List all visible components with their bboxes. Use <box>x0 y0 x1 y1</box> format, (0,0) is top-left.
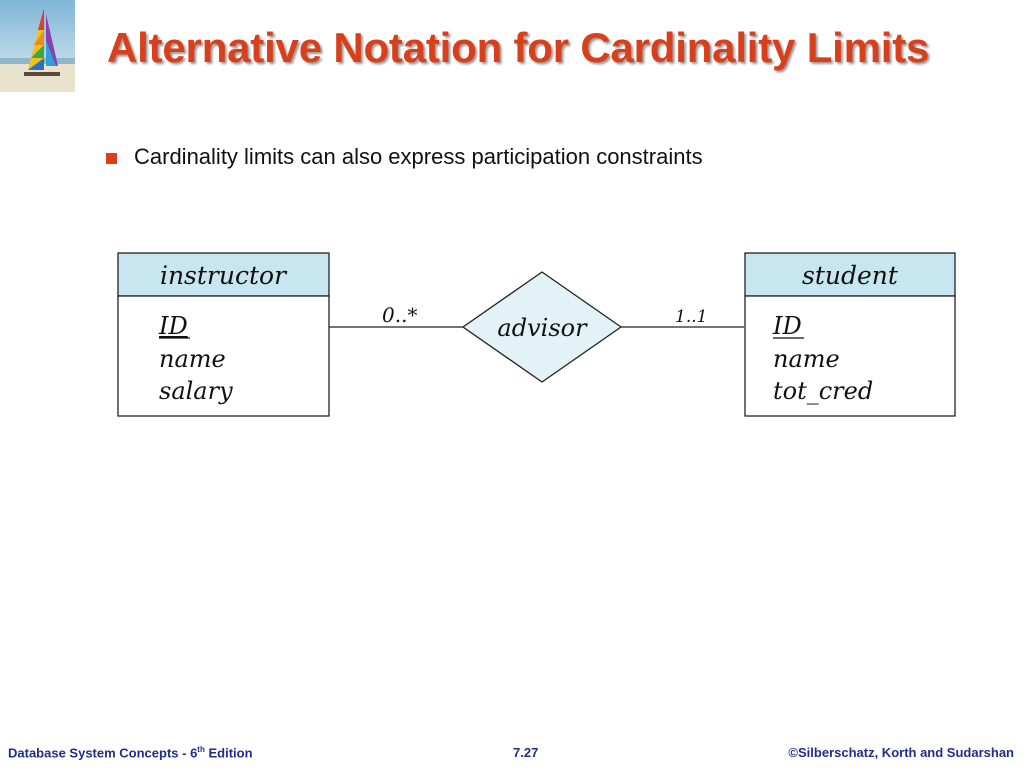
footer-book-prefix: Database System Concepts - 6 <box>8 745 198 761</box>
entity-attribute: salary <box>159 377 233 405</box>
entity-name: instructor <box>159 261 287 290</box>
cardinality-left: 0..* <box>382 303 418 327</box>
footer-book-title <box>8 745 253 760</box>
entity-attribute-pk: ID <box>159 312 188 340</box>
footer-page-number: 7.27 <box>513 745 539 760</box>
entity-student <box>745 253 955 416</box>
relationship-advisor <box>463 272 621 382</box>
relationship-name: advisor <box>497 314 587 342</box>
entity-name: student <box>802 261 898 290</box>
cardinality-right: 1..1 <box>675 307 708 327</box>
page-title: Alternative Notation for Cardinality Limits <box>107 24 930 71</box>
footer-book-sup: th <box>197 745 205 754</box>
entity-attribute: name <box>159 345 226 373</box>
footer-book-suffix: Edition <box>204 745 253 761</box>
entity-attribute-pk: ID <box>773 312 802 340</box>
footer-copyright: ©Silberschatz, Korth and Sudarshan <box>788 745 1014 760</box>
bullet-text: Cardinality limits can also express participation constraints <box>134 144 703 169</box>
entity-attribute: name <box>773 345 840 373</box>
entity-attribute: tot_cred <box>773 377 874 405</box>
entity-instructor <box>118 253 329 416</box>
